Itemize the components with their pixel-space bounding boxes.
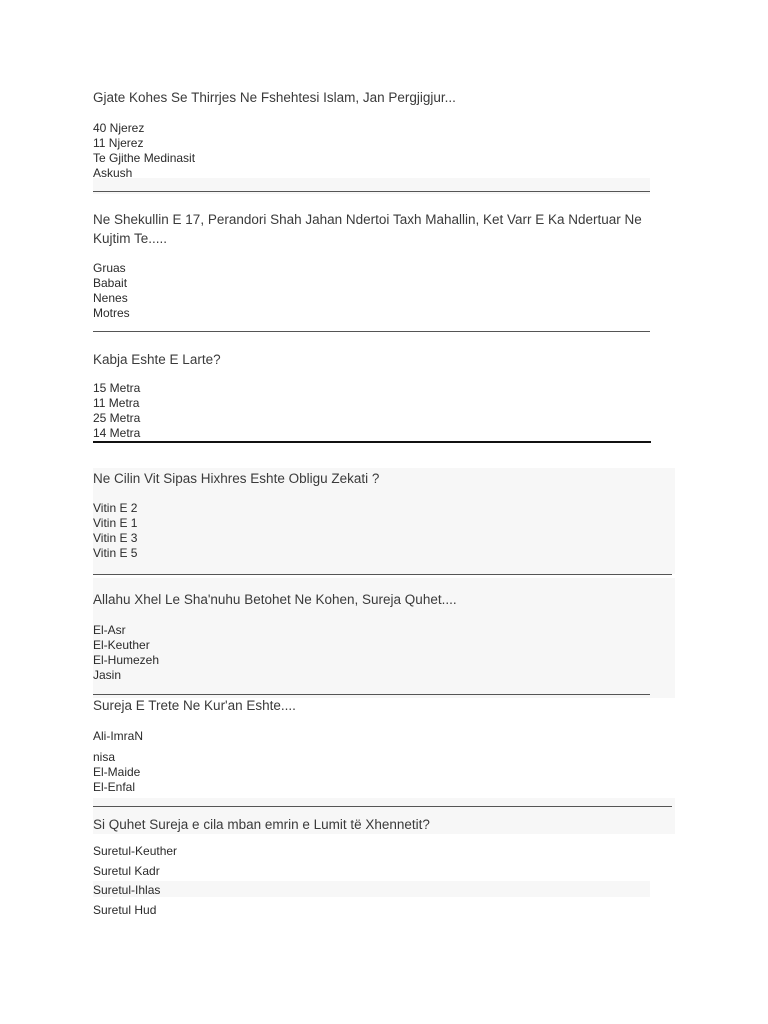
question-6-option-3: El-Maide: [93, 765, 141, 779]
separator-5: [93, 694, 650, 695]
question-6-options: [93, 729, 143, 795]
question-7-text: Si Quhet Sureja e cila mban emrin e Lumit të Xhennetit?: [93, 817, 430, 832]
question-3-options: [93, 381, 140, 441]
question-2-option-3: Nenes: [93, 291, 128, 305]
question-6-option-2: nisa: [93, 750, 116, 764]
question-2-option-4: Motres: [93, 306, 130, 320]
question-6-text: Sureja E Trete Ne Kur'an Eshte....: [93, 698, 296, 713]
question-1-option-2: 11 Njerez: [93, 136, 144, 150]
question-7-option-1: Suretul-Keuther: [93, 844, 178, 858]
question-3-option-1: 15 Metra: [93, 381, 141, 395]
question-3-option-2: 11 Metra: [93, 396, 140, 410]
question-4-option-4: Vitin E 5: [93, 546, 138, 560]
question-5-options: [93, 623, 159, 683]
question-3-text: Kabja Eshte E Larte?: [93, 352, 221, 367]
separator-2: [93, 331, 650, 332]
separator-6: [93, 806, 672, 807]
question-4-options: [93, 501, 137, 561]
question-7-option-3: Suretul-Ihlas: [93, 883, 161, 897]
separator-1: [93, 191, 650, 192]
question-7-option-4: Suretul Hud: [93, 902, 157, 917]
question-5-text: Allahu Xhel Le Sha'nuhu Betohet Ne Kohen, Sureja Quhet....: [93, 592, 457, 607]
question-5-option-4: Jasin: [93, 668, 122, 682]
separator-4: [93, 574, 672, 575]
question-3-option-3: 25 Metra: [93, 411, 141, 425]
question-1-text: Gjate Kohes Se Thirrjes Ne Fshehtesi Islam, Jan Pergjigjur...: [93, 90, 456, 105]
question-3-option-4: 14 Metra: [93, 426, 141, 440]
question-4-option-3: Vitin E 3: [93, 531, 138, 545]
question-6-option-1: Ali-ImraN: [93, 729, 143, 743]
question-1-options: [93, 121, 195, 181]
question-7-options: [93, 842, 177, 920]
question-2-option-1: Gruas: [93, 261, 126, 275]
question-6-option-4: El-Enfal: [93, 780, 136, 794]
question-2-options: [93, 261, 130, 321]
question-5-option-2: El-Keuther: [93, 638, 150, 652]
question-5-option-1: El-Asr: [93, 623, 126, 637]
question-1-option-3: Te Gjithe Medinasit: [93, 151, 196, 165]
question-7-option-2: Suretul Kadr: [93, 863, 160, 878]
question-4-text: Ne Cilin Vit Sipas Hixhres Eshte Obligu Zekati ?: [93, 471, 380, 486]
separator-3: [93, 441, 651, 443]
question-5-option-3: El-Humezeh: [93, 653, 160, 667]
question-2-option-2: Babait: [93, 276, 128, 290]
question-4-option-2: Vitin E 1: [93, 516, 138, 530]
question-4-option-1: Vitin E 2: [93, 501, 138, 515]
question-1-option-1: 40 Njerez: [93, 121, 145, 135]
question-1-option-4: Askush: [93, 166, 133, 180]
question-2-text: Ne Shekullin E 17, Perandori Shah Jahan Ndertoi Taxh Mahallin, Ket Varr E Ka Ndertuar Ne Kujtim Te.....: [93, 212, 642, 246]
